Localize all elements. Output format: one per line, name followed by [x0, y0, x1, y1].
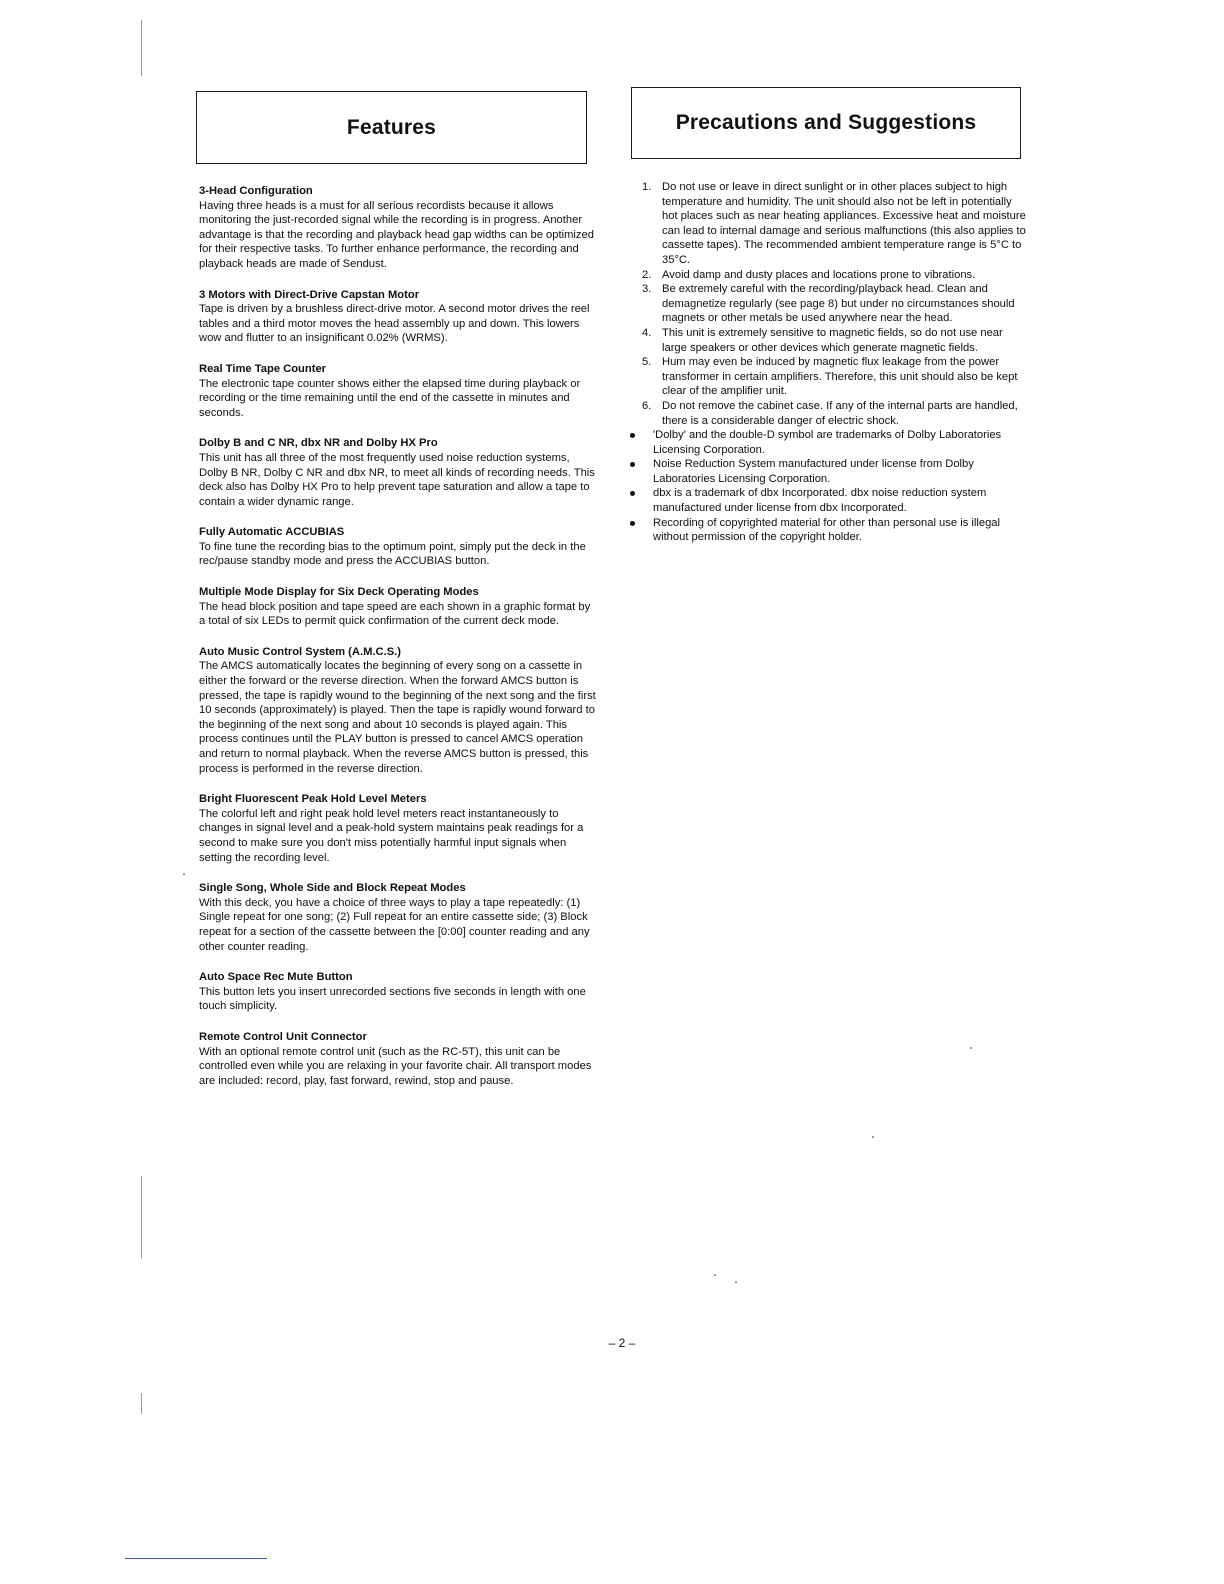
feature-heading: Auto Music Control System (A.M.C.S.)	[199, 645, 402, 658]
trademark-note-text: dbx is a trademark of dbx Incorporated. dbx noise reduction system manufactured under license from dbx Incorporated.	[653, 487, 987, 515]
feature-text: To fine tune the recording bias to the optimum point, simply put the deck in the rec/pause standby mode and press the ACCUBIAS button.	[199, 540, 586, 568]
feature-section	[199, 362, 597, 420]
feature-section	[199, 1030, 597, 1088]
features-title-box	[196, 91, 587, 164]
feature-text: Having three heads is a must for all serious recordists because it allows monitoring the just-recorded signal while the recording is in progress. Another advantage is that the recording and playback head gap widths can be optimized for their respective tasks. To further enhance performance, the recording and playback heads are made of Sendust.	[199, 199, 594, 270]
feature-text: The head block position and tape speed are each shown in a graphic format by a total of six LEDs to permit quick confirmation of the current deck mode.	[199, 600, 591, 628]
feature-heading: 3 Motors with Direct-Drive Capstan Motor	[199, 288, 420, 301]
trademark-note	[628, 457, 1028, 486]
precaution-item	[628, 399, 1028, 428]
bullet-dot-icon	[630, 433, 635, 438]
feature-heading: Auto Space Rec Mute Button	[199, 971, 353, 984]
precaution-number: 2.	[642, 268, 652, 281]
precaution-number: 4.	[642, 326, 652, 339]
feature-text: This unit has all three of the most frequently used noise reduction systems, Dolby B NR, Dolby C NR and dbx NR, to meet all kinds of recording needs. This deck also has Dolby HX Pro to help prevent tape saturation and allow a tape to contain a wider dynamic range.	[199, 451, 595, 508]
scan-speck	[183, 873, 185, 875]
feature-heading: 3-Head Configuration	[199, 185, 313, 197]
precaution-item	[628, 282, 1028, 326]
precaution-text: Hum may even be induced by magnetic flux leakage from the power transformer in certain amplifiers. Therefore, this unit should also be kept clear of the amplifier unit.	[662, 356, 1018, 398]
scan-speck	[735, 1281, 737, 1283]
feature-section	[199, 525, 597, 569]
precaution-text: Do not use or leave in direct sunlight or in other places subject to high temperature and humidity. The unit should also not be left in potentially hot places such as near heating appliances. Excessive heat and moisture can lead to internal damage and serious malfunctions (this also applies to cassette tapes). The recommended ambient temperature range is 5°C to 35°C.	[662, 181, 1026, 266]
bullet-dot-icon	[630, 462, 635, 467]
feature-text: The electronic tape counter shows either the elapsed time during playback or recording or the time remaining until the end of the cassette in minutes and seconds.	[199, 377, 581, 419]
feature-heading: Remote Control Unit Connector	[199, 1030, 367, 1043]
precaution-number: 3.	[642, 283, 652, 296]
precaution-item	[628, 268, 1028, 283]
feature-text: Tape is driven by a brushless direct-drive motor. A second motor drives the reel tables and a third motor moves the head assembly up and down. This lowers wow and flutter to an insignificant 0.02% (WRMS).	[199, 303, 590, 345]
precaution-number: 5.	[642, 356, 652, 369]
scan-speck	[714, 1274, 716, 1276]
feature-text: The colorful left and right peak hold level meters react instantaneously to changes in signal level and a peak-hold system maintains peak readings for a second to make sure you don't miss potentially harmful input signals when setting the recording level.	[199, 807, 584, 864]
bullet-dot-icon	[630, 491, 635, 496]
page-number: – 2 –	[608, 1336, 636, 1350]
feature-section	[199, 585, 597, 629]
feature-text: The AMCS automatically locates the beginning of every song on a cassette in either the forward or the reverse direction. When the forward AMCS button is pressed, the tape is rapidly wound to the beginning of the next song and the first 10 seconds (approximately) is played. Then the tape is rapidly wound forward to the beginning of the next song and about 10 seconds is played again. This process continues until the PLAY button is pressed to cancel AMCS operation and return to normal playback. When the reverse AMCS button is pressed, this process is performed in the reverse direction.	[199, 660, 596, 775]
precautions-column	[628, 180, 1028, 545]
precautions-bullet-list	[628, 428, 1028, 545]
feature-section	[199, 436, 597, 509]
scan-edge-mark	[141, 1393, 142, 1414]
features-title: Features	[346, 115, 437, 139]
feature-section	[199, 792, 597, 865]
feature-text: With this deck, you have a choice of three ways to play a tape repeatedly: (1) Single repeat for one song; (2) Full repeat for an entire cassette side; (3) Block repeat for a section of the cassette between the [0:00] counter reading and any other counter reading.	[199, 896, 590, 953]
trademark-note	[628, 428, 1028, 457]
trademark-note	[628, 486, 1028, 515]
features-column	[199, 184, 597, 1104]
feature-section	[199, 881, 597, 954]
precaution-text: This unit is extremely sensitive to magnetic fields, so do not use near large speakers or other devices which generate magnetic fields.	[662, 326, 1003, 354]
precautions-numbered-list	[628, 180, 1028, 428]
feature-text: With an optional remote control unit (such as the RC-5T), this unit can be controlled even while you are relaxing in your favorite chair. All transport modes are included: record, play, fast forward, rewind, stop and pause.	[199, 1045, 592, 1087]
feature-heading: Fully Automatic ACCUBIAS	[199, 526, 345, 539]
trademark-note-text: Noise Reduction System manufactured under license from Dolby Laboratories Licensing Corporation.	[653, 458, 974, 485]
precaution-number: 6.	[642, 399, 652, 412]
feature-text: This button lets you insert unrecorded sections five seconds in length with one touch simplicity.	[199, 985, 586, 1013]
precautions-title-box	[631, 87, 1021, 159]
feature-section	[199, 288, 597, 346]
trademark-note-text: 'Dolby' and the double-D symbol are trademarks of Dolby Laboratories Licensing Corporation.	[653, 429, 1002, 456]
trademark-note	[628, 516, 1028, 545]
precaution-text: Do not remove the cabinet case. If any of the internal parts are handled, there is a considerable danger of electric shock.	[662, 399, 1018, 427]
precaution-item	[628, 355, 1028, 399]
precautions-title: Precautions and Suggestions	[675, 111, 977, 134]
feature-heading: Bright Fluorescent Peak Hold Level Meters	[199, 793, 427, 806]
scan-edge-mark	[141, 20, 142, 76]
precaution-text: Avoid damp and dusty places and locations prone to vibrations.	[662, 268, 976, 281]
feature-heading: Multiple Mode Display for Six Deck Operating Modes	[199, 586, 479, 599]
precaution-number: 1.	[642, 181, 652, 193]
feature-heading: Dolby B and C NR, dbx NR and Dolby HX Pro	[199, 437, 438, 450]
scan-speck	[872, 1136, 874, 1138]
precaution-text: Be extremely careful with the recording/playback head. Clean and demagnetize regularly (see page 8) but under no circumstances should magnets or other metals be used anywhere near the head.	[662, 283, 1015, 325]
feature-section	[199, 645, 597, 776]
scan-speck	[970, 1047, 972, 1049]
precaution-item	[628, 180, 1028, 268]
scan-edge-mark	[125, 1558, 267, 1559]
trademark-note-text: Recording of copyrighted material for other than personal use is illegal without permission of the copyright holder.	[653, 516, 1001, 544]
feature-section	[199, 184, 597, 272]
bullet-dot-icon	[630, 521, 635, 526]
precaution-item	[628, 326, 1028, 355]
feature-heading: Single Song, Whole Side and Block Repeat Modes	[199, 882, 466, 895]
scan-edge-mark	[141, 1176, 142, 1258]
feature-section	[199, 970, 597, 1014]
feature-heading: Real Time Tape Counter	[199, 362, 327, 375]
